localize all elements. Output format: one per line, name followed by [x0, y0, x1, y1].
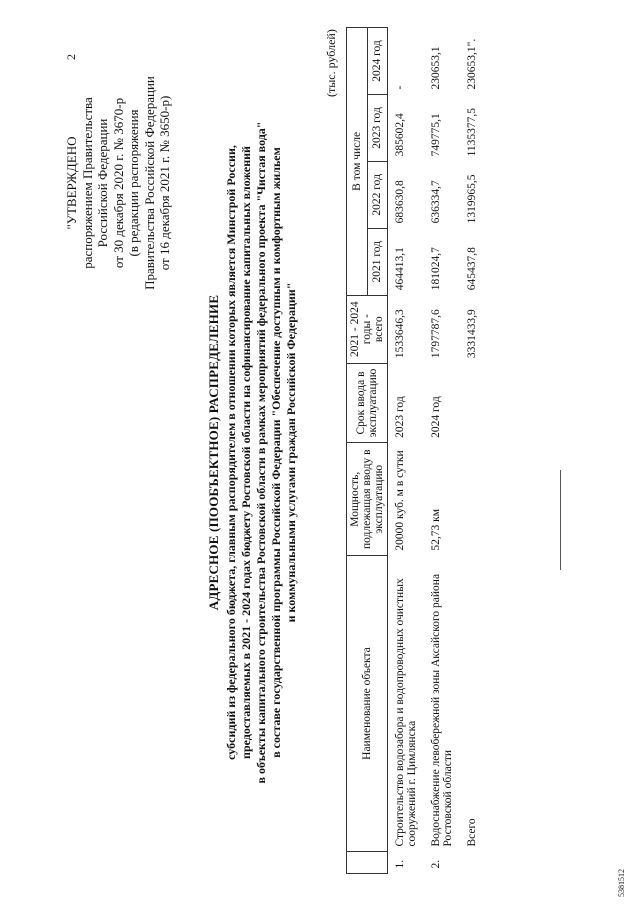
row-name: Всего	[466, 818, 478, 847]
header-including: В том числе	[347, 28, 368, 296]
row-term: 2024 год	[430, 396, 442, 438]
header-2023: 2023 год	[367, 95, 388, 162]
row-2023: 385602,4	[394, 113, 406, 157]
table-header-row	[347, 28, 368, 874]
table-row-total	[460, 28, 484, 874]
row-2023: 1135377,5	[466, 107, 478, 157]
row-2024: 230653,1	[430, 46, 442, 90]
row-2024: -	[394, 85, 406, 90]
row-2021: 645437,8	[466, 247, 478, 291]
row-2022: 636334,7	[430, 180, 442, 224]
row-capacity	[460, 443, 484, 556]
row-capacity: 20000 куб. м в сутки	[394, 450, 406, 551]
row-total: 1533646,3	[394, 309, 406, 359]
row-2021: 464413,1	[394, 247, 406, 291]
header-2021: 2021 год	[367, 228, 388, 295]
document-subtitle	[224, 40, 299, 865]
subtitle-line: в составе государственной программы Российской Федерации "Обеспечение доступным и комфортным жильем	[269, 147, 283, 758]
row-no: 1.	[394, 859, 406, 869]
header-2022: 2022 год	[367, 161, 388, 228]
header-term: Срок ввода в эксплуатацию	[347, 363, 388, 443]
row-no: 2.	[430, 859, 442, 869]
document-title: АДРЕСНОЕ (ПООБЪЕКТНОЕ) РАСПРЕДЕЛЕНИЕ	[206, 294, 221, 611]
row-2021: 181024,7	[430, 247, 442, 291]
table-row	[388, 28, 425, 874]
row-term	[460, 363, 484, 443]
row-name: Водоснабжение левобережной зоны Аксайского района Ростовской области	[430, 573, 454, 847]
row-2024: 230653,1".	[466, 38, 478, 90]
row-no	[460, 852, 484, 874]
subtitle-line: субсидий из федерального бюджета, главным распорядителем в отношении которых является Минстрой России,	[224, 145, 238, 760]
header-no	[347, 852, 388, 874]
subtitle-line: и коммунальными услугами граждан Российской Федерации"	[284, 282, 298, 623]
row-name: Строительство водозабора и водопроводных очистных сооружений г. Цимлянска	[394, 578, 418, 847]
row-total: 1797787,6	[430, 309, 442, 359]
units-label: (тыс. рублей)	[324, 29, 338, 97]
end-rule	[560, 470, 561, 570]
approval-line: Российской Федерации	[95, 118, 110, 248]
table-row	[424, 28, 460, 874]
row-capacity: 52,73 км	[430, 508, 442, 551]
subtitle-line: в объекты капитального строительства Ростовской области в рамках мероприятий федерального проекта "Чистая вода"	[254, 121, 268, 784]
approval-line: (в редакции распоряжения	[126, 109, 141, 257]
header-name: Наименование объекта	[347, 556, 388, 852]
row-2022: 1319965,5	[466, 174, 478, 224]
footer-code: 5381512	[617, 869, 626, 897]
header-capacity: Мощность, подлежащая вводу в эксплуатацию	[347, 443, 388, 556]
row-total: 3331433,9	[466, 309, 478, 359]
row-term: 2023 год	[394, 396, 406, 438]
approval-line: от 16 декабря 2021 г. № 3650-р)	[157, 95, 172, 271]
approval-line: "УТВЕРЖДЕНО	[64, 136, 79, 230]
approval-line: от 30 декабря 2020 г. № 3670-р	[110, 97, 126, 269]
approval-stamp	[64, 53, 173, 313]
page-number: 2	[64, 54, 78, 60]
header-total: 2021 - 2024 годы - всего	[347, 295, 388, 363]
header-2024: 2024 год	[367, 28, 388, 95]
subtitle-line: предоставляемых в 2021 - 2024 годах бюджету Ростовской области на софинансирование капитальных вложений	[239, 146, 253, 759]
row-2022: 683630,8	[394, 180, 406, 224]
row-2023: 749775,1	[430, 113, 442, 157]
approval-line: распоряжением Правительства	[79, 97, 95, 269]
approval-line: Правительства Российской Федерации	[141, 76, 157, 290]
distribution-table	[346, 27, 484, 874]
